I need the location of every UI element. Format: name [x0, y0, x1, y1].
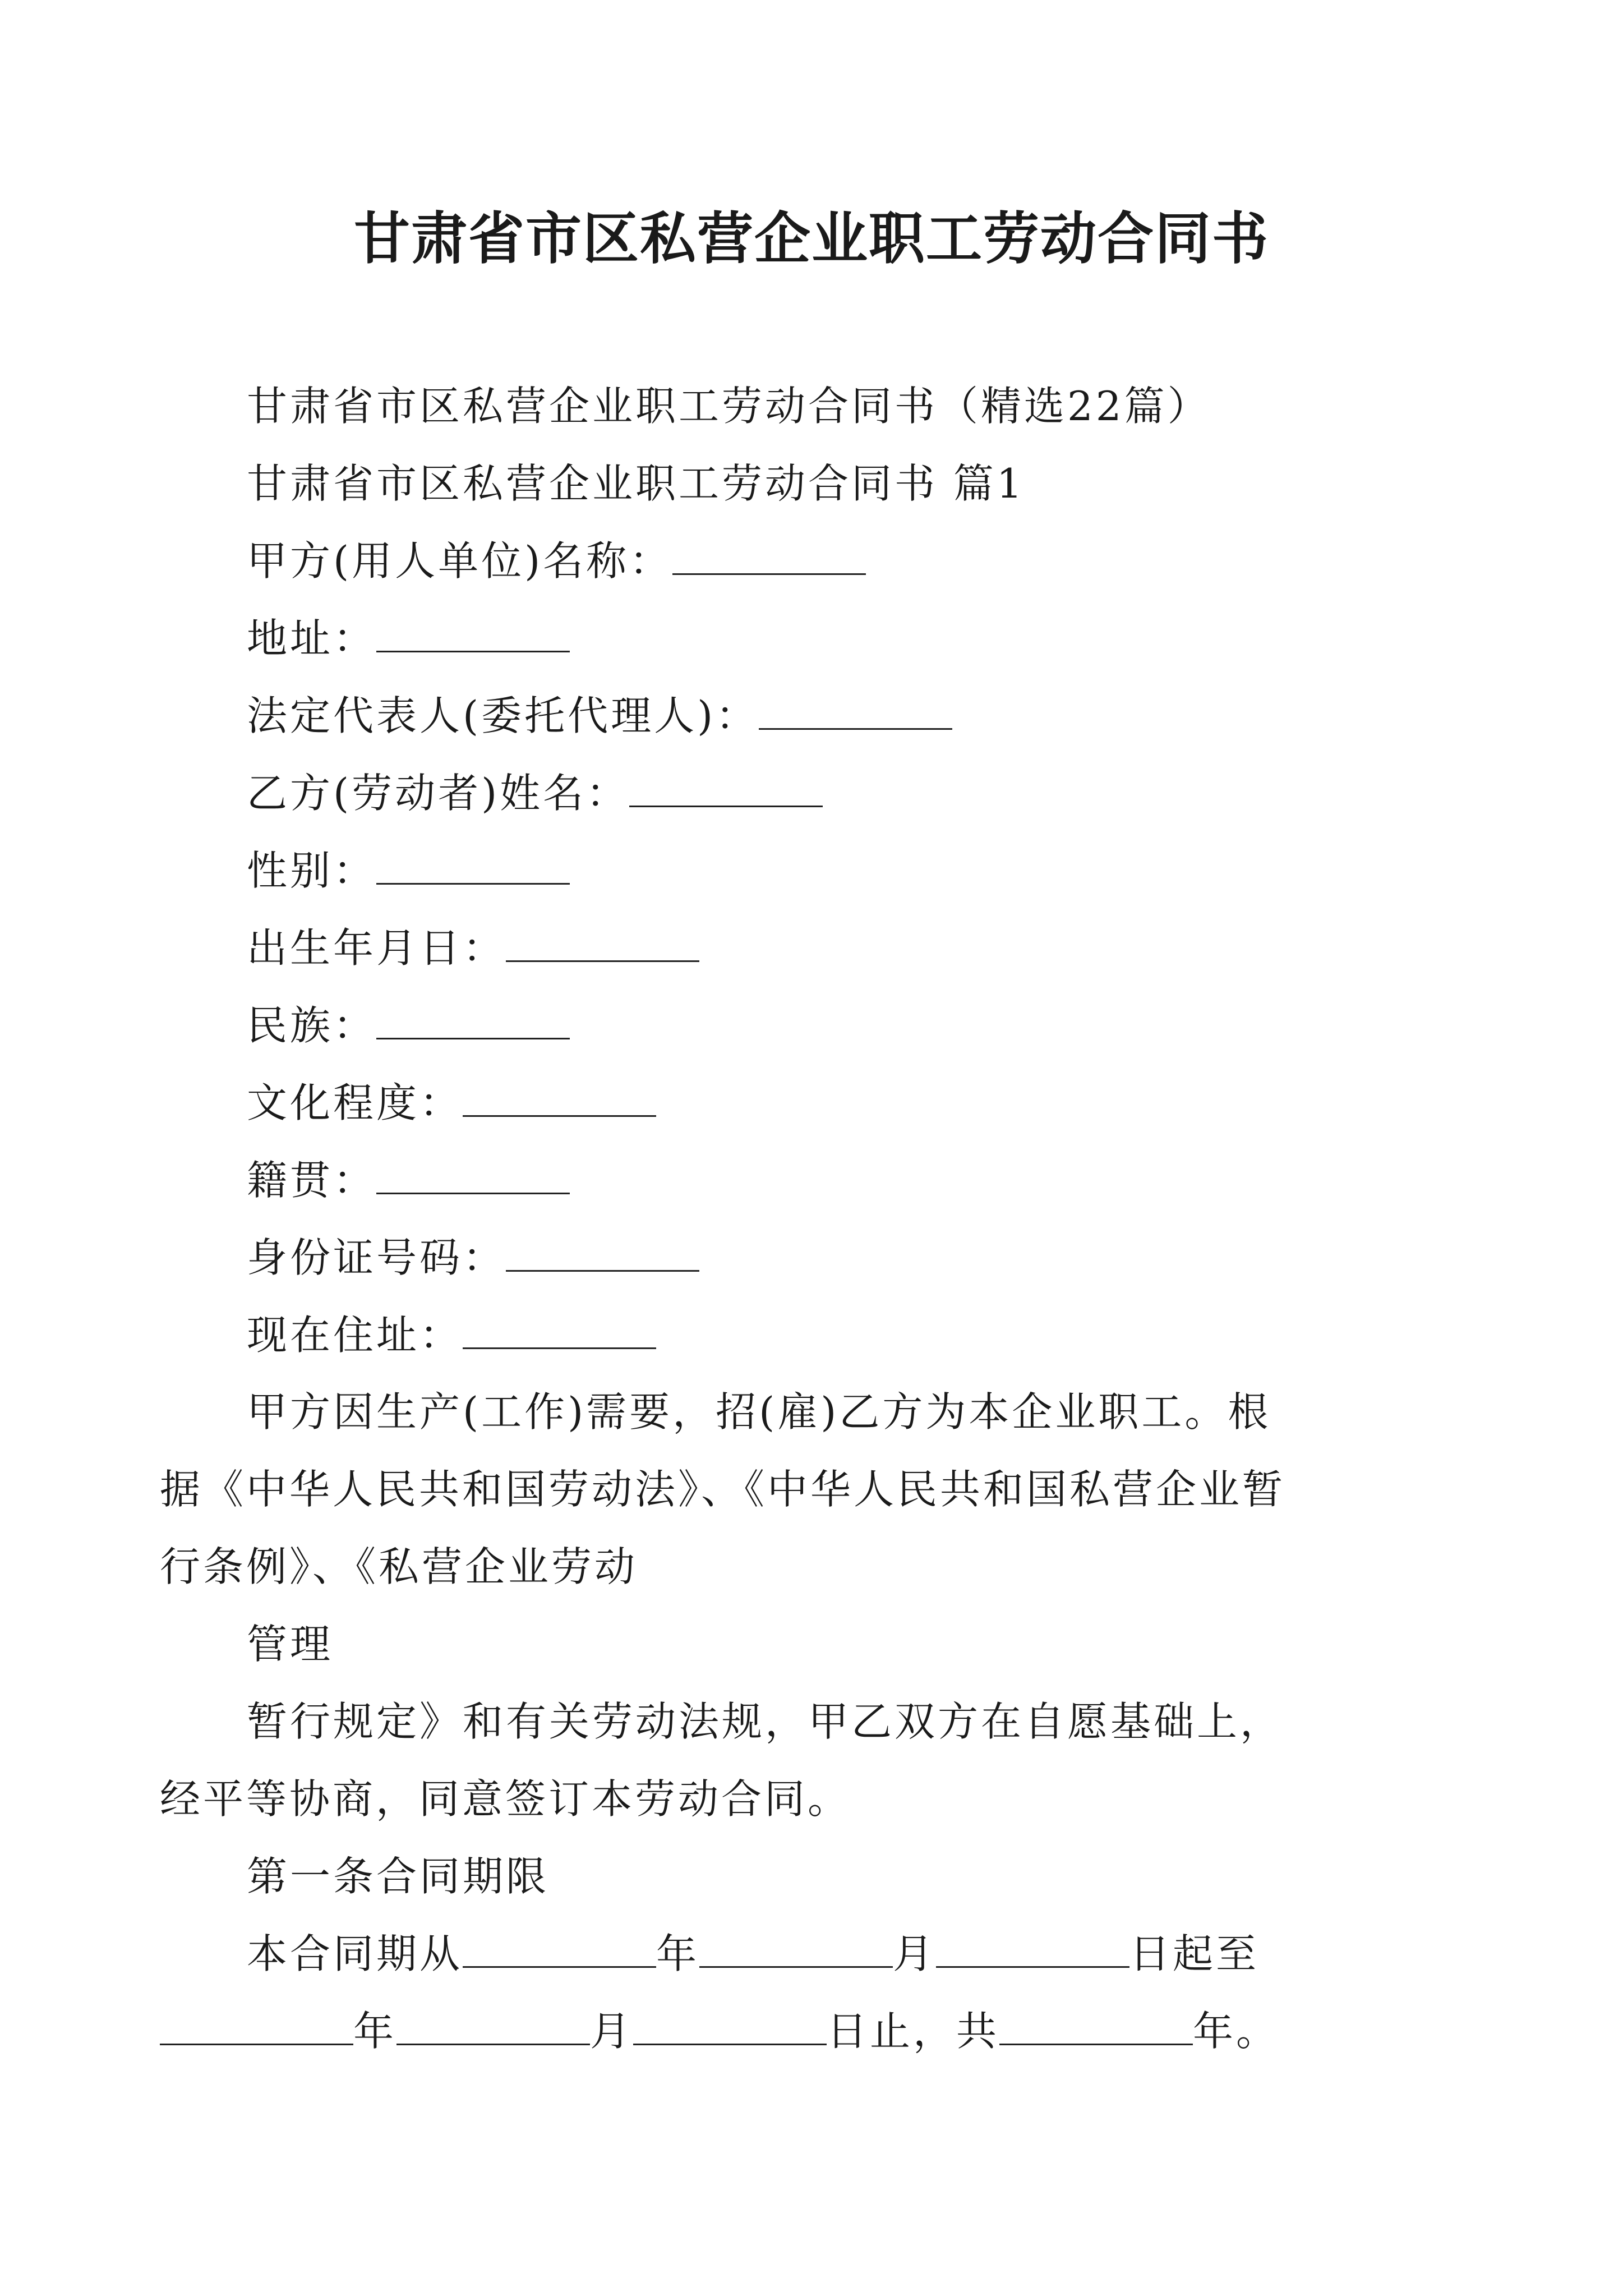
article-title: 第一条合同期限: [247, 1853, 550, 1900]
term-text: 日起至: [1129, 1930, 1260, 1977]
term-text: 年。: [1193, 2008, 1280, 2055]
field-row: [247, 1219, 1391, 1296]
field-label: 出生年月日：: [247, 924, 506, 972]
fill-blank: [396, 2011, 590, 2045]
term-text: 本合同期从: [247, 1930, 463, 1977]
field-label: 现在住址：: [247, 1312, 463, 1359]
fill-blank: [376, 1005, 570, 1039]
section-heading: 甘肃省市区私营企业职工劳动合同书 篇1: [247, 460, 1025, 507]
field-row: [247, 909, 1391, 987]
contract-term-paragraph: [160, 1915, 1304, 2070]
field-row: [247, 600, 1391, 677]
term-text: 月: [893, 1930, 937, 1977]
fill-blank: [506, 1237, 699, 1272]
fill-blank: [463, 1083, 656, 1117]
field-row: [247, 677, 1391, 754]
fill-blank: [699, 1934, 893, 1968]
term-text: 年: [353, 2008, 397, 2055]
field-row: [247, 522, 1391, 600]
paragraph: 管理: [247, 1621, 334, 1668]
fill-blank: [759, 696, 952, 730]
fill-blank: [936, 1934, 1129, 1968]
field-label: 地址：: [247, 615, 377, 662]
fill-blank: [672, 541, 866, 575]
field-label: 籍贯：: [247, 1157, 377, 1204]
document-body: [247, 367, 1391, 1374]
field-label: 文化程度：: [247, 1079, 463, 1126]
fill-blank: [463, 1934, 656, 1968]
term-text: 年: [656, 1930, 700, 1977]
field-label: 身份证号码：: [247, 1234, 506, 1281]
fill-blank: [633, 2011, 827, 2045]
field-row: [247, 832, 1391, 909]
document-body-continued: [160, 1373, 1391, 2070]
fill-blank: [376, 850, 570, 885]
field-label: 甲方(用人单位)名称：: [247, 537, 673, 585]
field-row: [247, 987, 1391, 1064]
fill-blank: [160, 2011, 353, 2045]
field-row: [247, 1142, 1391, 1219]
paragraph: 甲方因生产(工作)需要，招(雇)乙方为本企业职工。根据《中华人民共和国劳动法》、《中华人民共和国私营企业暂行条例》、《私营企业劳动: [160, 1388, 1286, 1590]
field-label: 乙方(劳动者)姓名：: [247, 770, 630, 817]
fill-blank: [999, 2011, 1193, 2045]
field-label: 民族：: [247, 1002, 377, 1049]
field-row: [247, 754, 1391, 832]
field-row: [247, 1064, 1391, 1142]
fill-blank: [463, 1315, 656, 1349]
fill-blank: [376, 618, 570, 652]
document-title: 甘肃省市区私营企业职工劳动合同书: [354, 205, 1269, 272]
field-label: 性别：: [247, 847, 377, 894]
term-text: 日止，共: [827, 2008, 1000, 2055]
fill-blank: [376, 1160, 570, 1194]
intro-line: 甘肃省市区私营企业职工劳动合同书（精选22篇）: [247, 383, 1211, 430]
term-text: 月: [590, 2008, 634, 2055]
field-label: 法定代表人(委托代理人)：: [247, 692, 759, 739]
fill-blank: [629, 773, 823, 807]
paragraph: 暂行规定》和有关劳动法规，甲乙双方在自愿基础上，经平等协商，同意签订本劳动合同。: [160, 1698, 1284, 1823]
fill-blank: [506, 928, 699, 962]
field-row: [247, 1296, 1391, 1374]
